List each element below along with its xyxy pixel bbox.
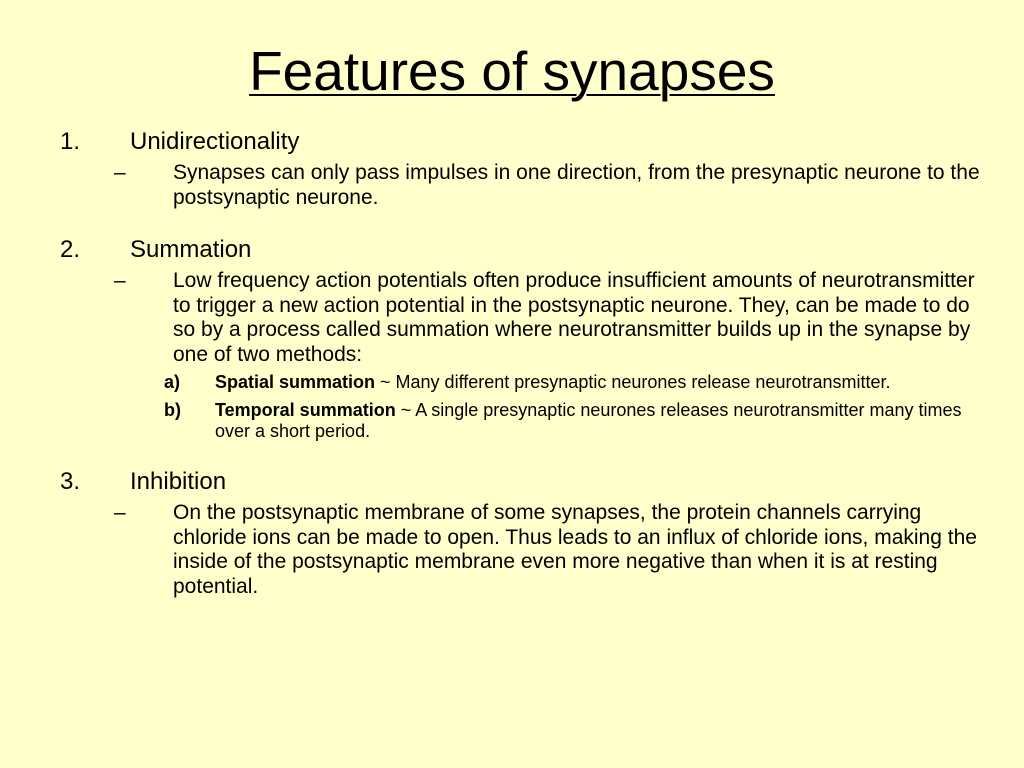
method-term: Spatial summation bbox=[215, 372, 376, 392]
feature-description bbox=[114, 161, 980, 210]
method-spatial-summation bbox=[164, 372, 980, 393]
feature-description-text: Low frequency action potentials often produce insufficient amounts of neurotransmitter to trigger a new action potential in the postsynaptic neurone. They, can be made to do so by a process called summation where neurotransmitter builds up in the synapse by one of two methods: bbox=[173, 269, 975, 366]
slide-title: Features of synapses bbox=[249, 40, 775, 102]
feature-description-text: On the postsynaptic membrane of some synapses, the protein channels carrying chloride ions can be made to open. Thus leads to an influx of chloride ions, making the inside of the postsynaptic membrane even more negative than when it is at resting potential. bbox=[173, 501, 977, 598]
dash-bullet: – bbox=[114, 269, 126, 292]
method-letter: a) bbox=[164, 372, 181, 392]
feature-description bbox=[114, 501, 980, 599]
feature-item-unidirectionality bbox=[60, 128, 980, 210]
method-text: ~ A single presynaptic neurones releases neurotransmitter many times over a short period. bbox=[215, 400, 962, 441]
feature-description bbox=[114, 269, 980, 367]
method-term: Temporal summation bbox=[215, 400, 396, 420]
feature-heading-text: Unidirectionality bbox=[130, 128, 300, 155]
dash-bullet: – bbox=[114, 501, 126, 524]
feature-heading bbox=[60, 236, 980, 264]
method-temporal-summation bbox=[164, 400, 980, 442]
feature-description-text: Synapses can only pass impulses in one direction, from the presynaptic neurone to the postsynaptic neurone. bbox=[173, 161, 980, 209]
feature-number: 2. bbox=[60, 236, 81, 263]
feature-heading bbox=[60, 468, 980, 496]
feature-number: 3. bbox=[60, 468, 81, 495]
feature-item-inhibition bbox=[60, 468, 980, 599]
method-letter: b) bbox=[164, 400, 181, 420]
feature-number: 1. bbox=[60, 128, 81, 155]
feature-heading bbox=[60, 128, 980, 156]
dash-bullet: – bbox=[114, 161, 126, 184]
summation-methods bbox=[164, 372, 980, 442]
feature-heading-text: Inhibition bbox=[130, 468, 227, 495]
feature-list bbox=[60, 128, 980, 625]
feature-item-summation bbox=[60, 236, 980, 442]
feature-heading-text: Summation bbox=[130, 236, 252, 263]
method-text: ~ Many different presynaptic neurones release neurotransmitter. bbox=[375, 372, 891, 392]
